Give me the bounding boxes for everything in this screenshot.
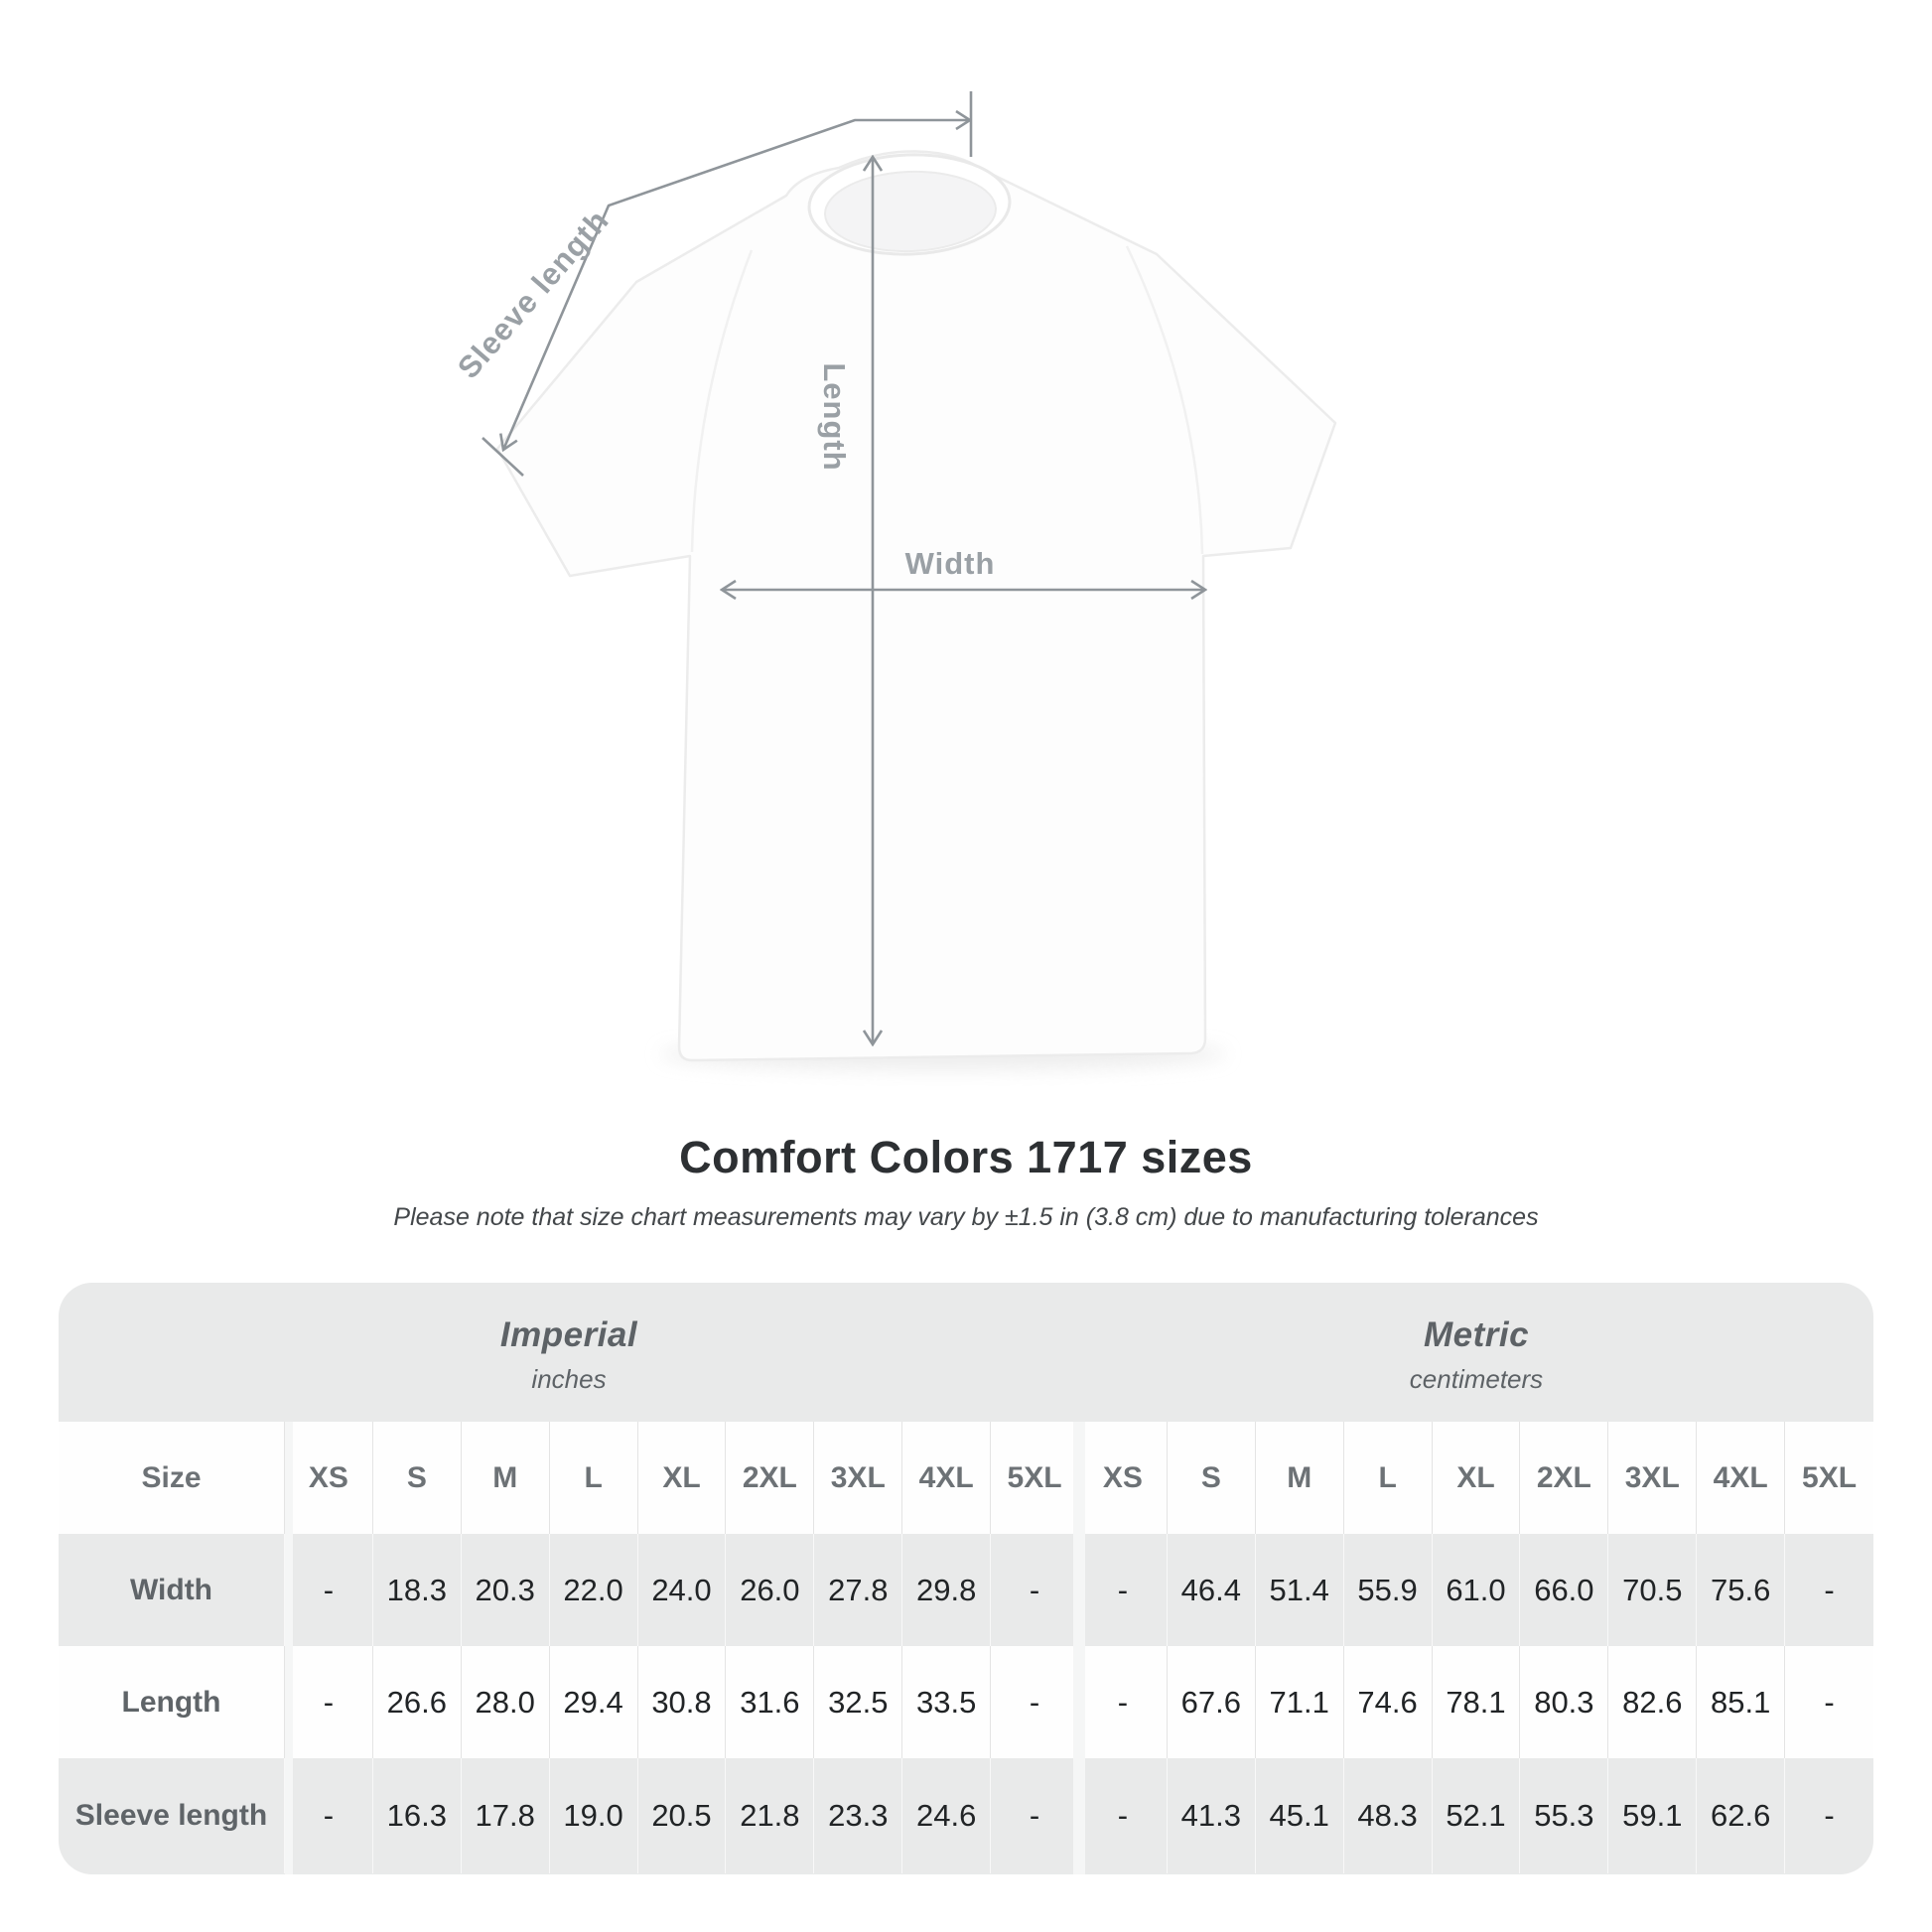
imperial-value-cell: 23.3 (814, 1758, 902, 1873)
title-block (0, 1132, 1932, 1232)
imperial-value-cell: - (285, 1646, 373, 1758)
row-label: Length (59, 1646, 285, 1758)
size-col-header-metric: XL (1433, 1422, 1521, 1534)
size-col-header-imperial: L (550, 1422, 638, 1534)
imperial-value-cell: 29.8 (902, 1534, 991, 1646)
imperial-metric-divider (1073, 1422, 1085, 1874)
imperial-value-cell: 20.5 (638, 1758, 727, 1873)
size-corner-label: Size (59, 1422, 285, 1534)
page-title: Comfort Colors 1717 sizes (679, 1132, 1253, 1182)
imperial-value-cell: 19.0 (550, 1758, 638, 1873)
imperial-name: Imperial (499, 1315, 638, 1354)
metric-value-cell: 45.1 (1256, 1758, 1344, 1873)
tshirt-image (497, 151, 1335, 1060)
sleeve-length-label: Sleeve length (451, 203, 617, 385)
metric-value-cell: 48.3 (1344, 1758, 1433, 1873)
metric-value-cell: 61.0 (1433, 1534, 1521, 1646)
imperial-value-cell: 27.8 (814, 1534, 902, 1646)
size-col-header-imperial: 2XL (726, 1422, 814, 1534)
metric-value-cell: 62.6 (1697, 1758, 1785, 1873)
size-col-header-imperial: 5XL (991, 1422, 1079, 1534)
metric-value-cell: 80.3 (1520, 1646, 1608, 1758)
imperial-value-cell: 26.6 (373, 1646, 462, 1758)
metric-header (1079, 1283, 1873, 1422)
metric-name: Metric (1423, 1315, 1530, 1354)
length-label: Length (817, 362, 852, 472)
metric-value-cell: - (1079, 1646, 1168, 1758)
size-col-header-metric: M (1256, 1422, 1344, 1534)
size-col-header-metric: 3XL (1608, 1422, 1697, 1534)
tolerance-note: Please note that size chart measurements may vary by ±1.5 in (3.8 cm) due to manufacturing tolerances (393, 1203, 1539, 1231)
imperial-value-cell: 17.8 (462, 1758, 550, 1873)
imperial-header (59, 1283, 1079, 1422)
imperial-value-cell: 16.3 (373, 1758, 462, 1873)
metric-value-cell: 59.1 (1608, 1758, 1697, 1873)
size-col-header-metric: S (1168, 1422, 1256, 1534)
imperial-value-cell: 24.6 (902, 1758, 991, 1873)
table-row (59, 1758, 1873, 1873)
size-col-header-metric: XS (1079, 1422, 1168, 1534)
unit-header-band (59, 1283, 1873, 1422)
metric-value-cell: 55.3 (1520, 1758, 1608, 1873)
table-row (59, 1534, 1873, 1646)
imperial-value-cell: - (991, 1534, 1079, 1646)
metric-value-cell: - (1824, 1684, 1835, 1720)
size-col-header-imperial: XS (285, 1422, 373, 1534)
imperial-value-cell: 18.3 (373, 1534, 462, 1646)
imperial-value-cell: - (285, 1758, 373, 1873)
table-rows (59, 1534, 1873, 1873)
metric-value-cell: 51.4 (1256, 1534, 1344, 1646)
imperial-value-cell: 32.5 (814, 1646, 902, 1758)
size-col-header-metric: 5XL (1802, 1460, 1858, 1494)
label-column-divider (285, 1422, 293, 1874)
metric-value-cell: 46.4 (1168, 1534, 1256, 1646)
metric-value-cell: 52.1 (1433, 1758, 1521, 1873)
imperial-unit: inches (531, 1364, 607, 1394)
imperial-value-cell: 22.0 (550, 1534, 638, 1646)
metric-value-cell: 70.5 (1608, 1534, 1697, 1646)
size-col-header-metric: L (1344, 1422, 1433, 1534)
size-col-header-imperial: S (373, 1422, 462, 1534)
imperial-value-cell: 33.5 (902, 1646, 991, 1758)
metric-value-cell: 74.6 (1344, 1646, 1433, 1758)
table-row (59, 1646, 1873, 1758)
metric-value-cell: 66.0 (1520, 1534, 1608, 1646)
imperial-value-cell: 26.0 (726, 1534, 814, 1646)
metric-value-cell: - (1079, 1758, 1168, 1873)
metric-value-cell: 78.1 (1433, 1646, 1521, 1758)
metric-value-cell: 41.3 (1168, 1758, 1256, 1873)
imperial-value-cell: - (991, 1758, 1079, 1873)
metric-value-cell: 67.6 (1168, 1646, 1256, 1758)
metric-value-cell: 82.6 (1608, 1646, 1697, 1758)
size-header-row (59, 1422, 1873, 1534)
metric-value-cell: 55.9 (1344, 1534, 1433, 1646)
imperial-value-cell: 31.6 (726, 1646, 814, 1758)
metric-value-cell: - (1079, 1534, 1168, 1646)
metric-unit: centimeters (1409, 1364, 1544, 1394)
size-col-header-metric: 4XL (1697, 1422, 1785, 1534)
metric-value-cell: 85.1 (1697, 1646, 1785, 1758)
imperial-value-cell: 20.3 (462, 1534, 550, 1646)
size-col-header-imperial: 3XL (814, 1422, 902, 1534)
size-col-header-metric: 2XL (1520, 1422, 1608, 1534)
imperial-value-cell: - (285, 1534, 373, 1646)
metric-value-cell: - (1824, 1572, 1835, 1607)
imperial-value-cell: - (991, 1646, 1079, 1758)
metric-value-cell: 71.1 (1256, 1646, 1344, 1758)
size-col-header-imperial: XL (638, 1422, 727, 1534)
metric-value-cell: - (1824, 1798, 1835, 1833)
width-label: Width (904, 546, 996, 581)
imperial-value-cell: 30.8 (638, 1646, 727, 1758)
size-col-header-imperial: M (462, 1422, 550, 1534)
row-label: Sleeve length (59, 1758, 285, 1873)
imperial-value-cell: 28.0 (462, 1646, 550, 1758)
row-label: Width (59, 1534, 285, 1646)
size-col-header-imperial: 4XL (902, 1422, 991, 1534)
size-table-card (59, 1283, 1873, 1874)
metric-value-cell: 75.6 (1697, 1534, 1785, 1646)
imperial-value-cell: 24.0 (638, 1534, 727, 1646)
imperial-value-cell: 29.4 (550, 1646, 638, 1758)
imperial-value-cell: 21.8 (726, 1758, 814, 1873)
